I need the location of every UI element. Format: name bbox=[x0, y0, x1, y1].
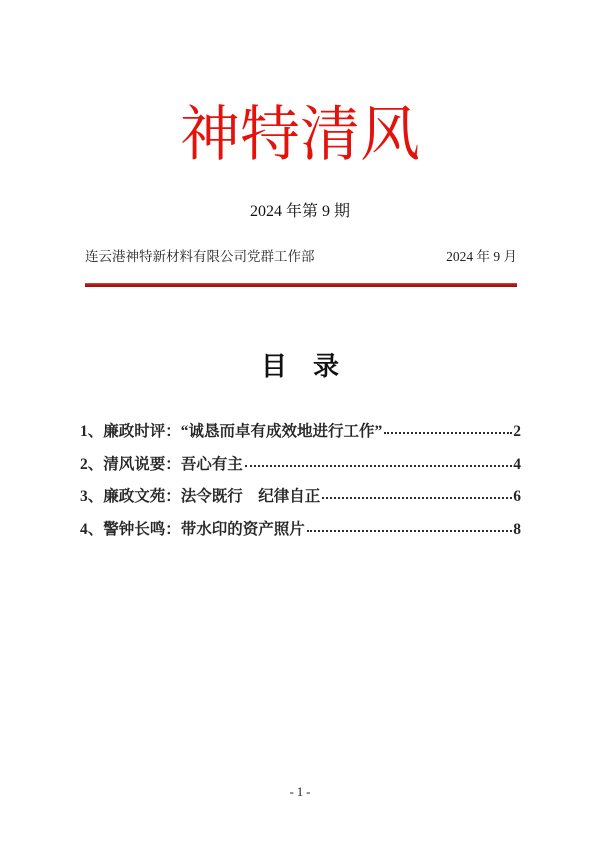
toc-item[interactable] bbox=[80, 514, 521, 547]
toc-item[interactable] bbox=[80, 416, 521, 449]
toc-item-label: 4、警钟长鸣：带水印的资产照片 bbox=[80, 520, 305, 538]
toc-dot-leader bbox=[245, 465, 512, 467]
publisher-row bbox=[85, 248, 517, 265]
toc-item-label: 3、廉政文苑：法令既行 纪律自正 bbox=[80, 488, 321, 506]
toc-item[interactable] bbox=[80, 481, 521, 514]
toc-dot-leader bbox=[384, 432, 512, 434]
toc-dot-leader bbox=[307, 530, 512, 532]
toc-page-number: 4 bbox=[513, 455, 521, 473]
page-number-footer: - 1 - bbox=[289, 785, 311, 799]
toc-heading: 目 录 bbox=[260, 352, 339, 381]
toc-dot-leader bbox=[322, 497, 512, 499]
toc-page-number: 2 bbox=[513, 423, 521, 440]
toc-item[interactable] bbox=[80, 449, 521, 482]
publisher-name: 连云港神特新材料有限公司党群工作部 bbox=[85, 249, 315, 264]
red-divider-rule bbox=[85, 283, 517, 287]
toc-page-number: 6 bbox=[513, 488, 521, 506]
toc-list bbox=[80, 416, 521, 546]
publish-date: 2024 年 9 月 bbox=[446, 249, 517, 264]
toc-item-label: 2、清风说要：吾心有主 bbox=[80, 455, 243, 473]
newsletter-title: 神特清风 bbox=[180, 102, 420, 168]
toc-item-label: 1、廉政时评：“诚恳而卓有成效地进行工作” bbox=[80, 423, 383, 440]
issue-number: 2024 年第 9 期 bbox=[249, 203, 350, 220]
toc-page-number: 8 bbox=[513, 520, 521, 538]
